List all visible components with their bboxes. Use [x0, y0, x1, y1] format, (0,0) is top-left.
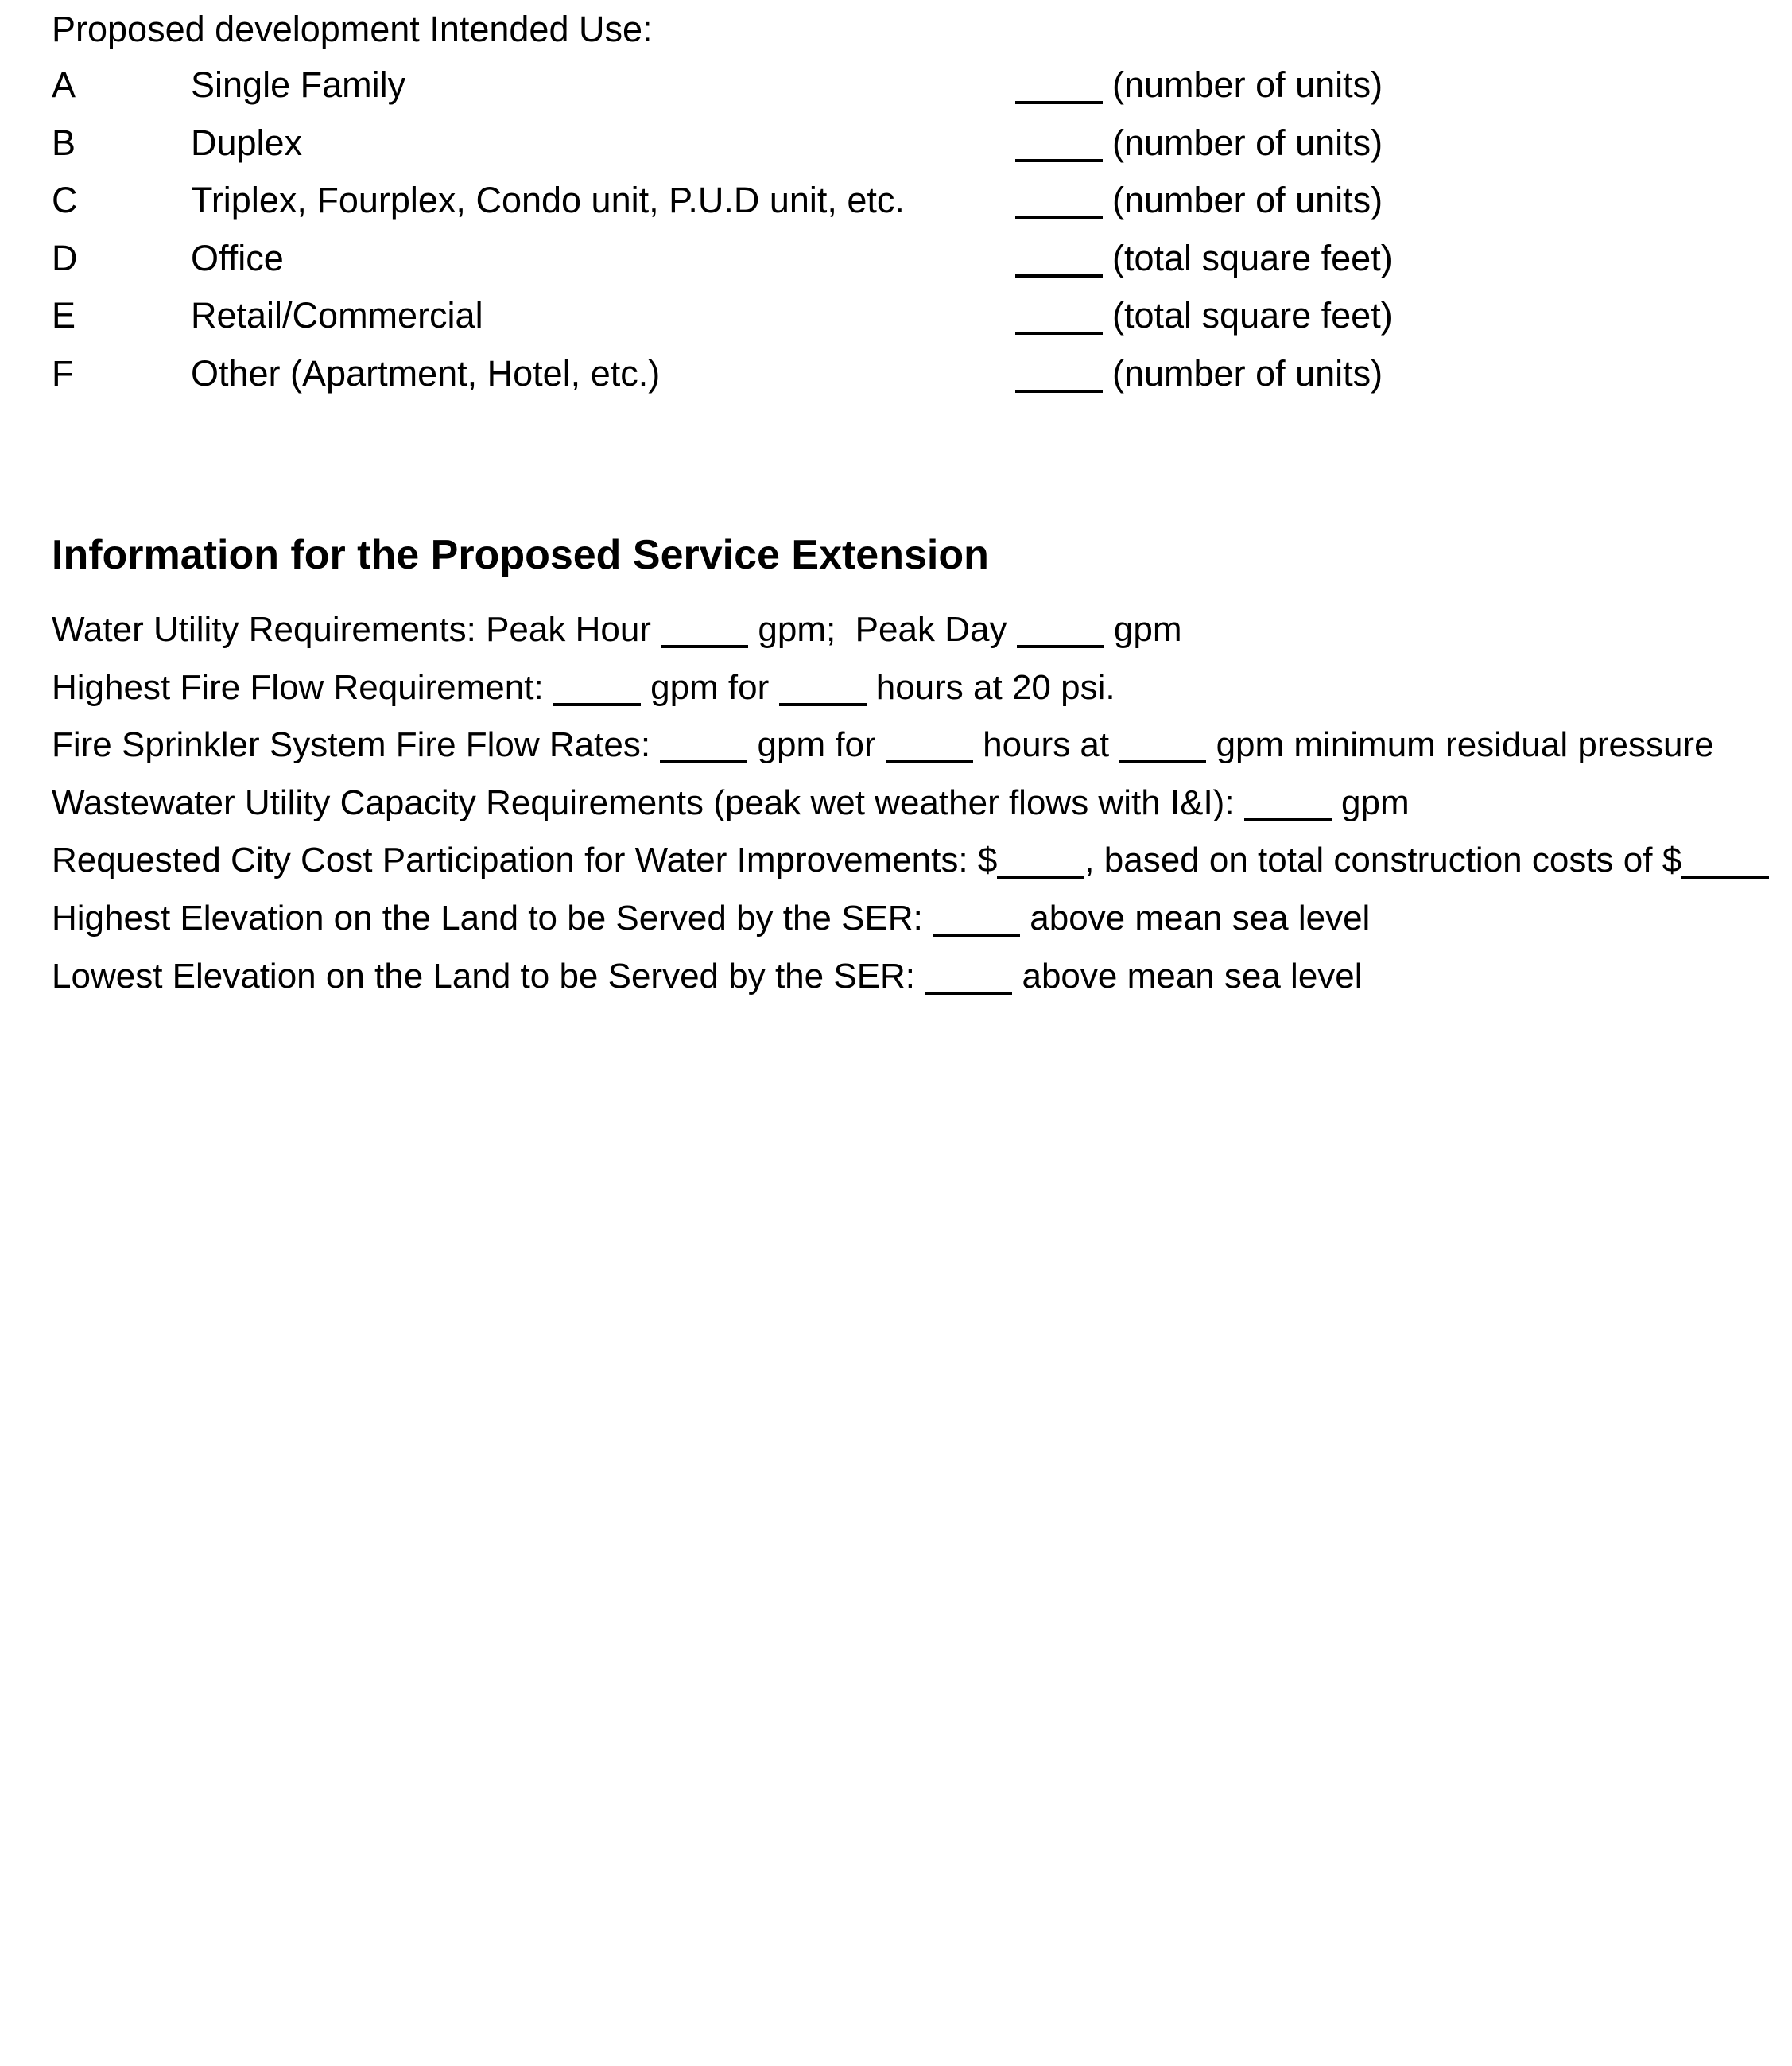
row-letter: C — [52, 180, 78, 221]
row-letter: E — [52, 295, 76, 336]
form-line — [52, 958, 1769, 1016]
form-line — [52, 727, 1769, 785]
form-line-text: Highest Fire Flow Requirement: — [52, 667, 553, 707]
intended-use-row — [52, 64, 1740, 125]
intended-use-row — [52, 297, 1740, 355]
row-letter: D — [52, 237, 78, 278]
fill-in-blank — [1015, 189, 1103, 219]
service-extension-lines — [52, 612, 1769, 1016]
form-line-text: gpm for — [640, 667, 779, 707]
fill-in-blank — [1244, 791, 1332, 821]
fill-in-blank — [1015, 247, 1103, 278]
row-right — [1015, 122, 1740, 163]
fill-in-blank — [1017, 618, 1104, 648]
fill-in-blank — [779, 676, 867, 706]
fill-in-blank — [1681, 849, 1769, 879]
intended-use-row — [52, 352, 1740, 414]
row-letter: B — [52, 122, 76, 163]
fill-in-blank — [925, 965, 1012, 995]
form-line-text: above mean sea level — [1020, 898, 1371, 938]
row-label: Other (Apartment, Hotel, etc.) — [191, 352, 661, 394]
form-line-text: gpm minimum residual pressure — [1206, 725, 1714, 765]
fill-in-blank — [661, 618, 748, 648]
form-line-text: hours at — [972, 725, 1119, 765]
fill-in-blank — [1015, 363, 1103, 393]
row-unit-hint: (total square feet) — [1112, 237, 1393, 278]
row-letter: A — [52, 64, 76, 105]
fill-in-blank — [1015, 132, 1103, 162]
row-right — [1015, 64, 1740, 105]
row-right — [1015, 352, 1740, 394]
form-line-text: gpm for — [747, 725, 886, 765]
form-line-text: Fire Sprinkler System Fire Flow Rates: — [52, 725, 661, 765]
form-line-text: Water Utility Requirements: Peak Hour — [52, 610, 661, 649]
row-letter: F — [52, 352, 74, 394]
row-unit-hint: (number of units) — [1112, 352, 1383, 394]
form-line-text: hours at 20 psi. — [866, 667, 1115, 707]
fill-in-blank — [997, 849, 1084, 879]
row-right — [1015, 180, 1740, 221]
row-unit-hint: (number of units) — [1112, 122, 1383, 163]
row-unit-hint: (total square feet) — [1112, 295, 1393, 336]
row-label: Single Family — [191, 64, 406, 105]
form-line-text: gpm; Peak Day — [748, 610, 1017, 649]
fill-in-blank — [886, 733, 973, 763]
form-line-text: gpm — [1331, 783, 1410, 822]
intended-use-row — [52, 122, 1740, 183]
form-line-text: above mean sea level — [1012, 956, 1363, 996]
row-right — [1015, 237, 1740, 278]
intended-use-row — [52, 182, 1740, 240]
row-label: Office — [191, 237, 284, 278]
section-heading: Information for the Proposed Service Extension — [52, 532, 989, 578]
form-line-text: Lowest Elevation on the Land to be Served by the SER: — [52, 956, 925, 996]
row-right — [1015, 295, 1740, 336]
intended-use-title: Proposed development Intended Use: — [52, 9, 653, 49]
fill-in-blank — [553, 676, 641, 706]
intended-use-list — [52, 64, 1740, 414]
form-line — [52, 667, 1769, 728]
fill-in-blank — [933, 907, 1020, 937]
row-unit-hint: (number of units) — [1112, 180, 1383, 221]
fill-in-blank — [1119, 733, 1206, 763]
form-line — [52, 842, 1769, 900]
form-line — [52, 900, 1769, 958]
intended-use-row — [52, 237, 1740, 298]
form-line-text: gpm — [1104, 610, 1182, 649]
row-label: Triplex, Fourplex, Condo unit, P.U.D unit, etc. — [191, 180, 905, 221]
fill-in-blank — [1015, 74, 1103, 104]
form-line — [52, 612, 1769, 670]
form-line-text: , based on total construction costs of $ — [1084, 841, 1682, 880]
fill-in-blank — [1015, 305, 1103, 335]
row-label: Duplex — [191, 122, 303, 163]
row-unit-hint: (number of units) — [1112, 64, 1383, 105]
form-line-text: Wastewater Utility Capacity Requirements (peak wet weather flows with I&I): — [52, 783, 1244, 822]
row-label: Retail/Commercial — [191, 295, 483, 336]
fill-in-blank — [660, 733, 747, 763]
form-line-text: Highest Elevation on the Land to be Served by the SER: — [52, 898, 933, 938]
form-line — [52, 785, 1769, 843]
form-line-text: Requested City Cost Participation for Water Improvements: $ — [52, 841, 998, 880]
